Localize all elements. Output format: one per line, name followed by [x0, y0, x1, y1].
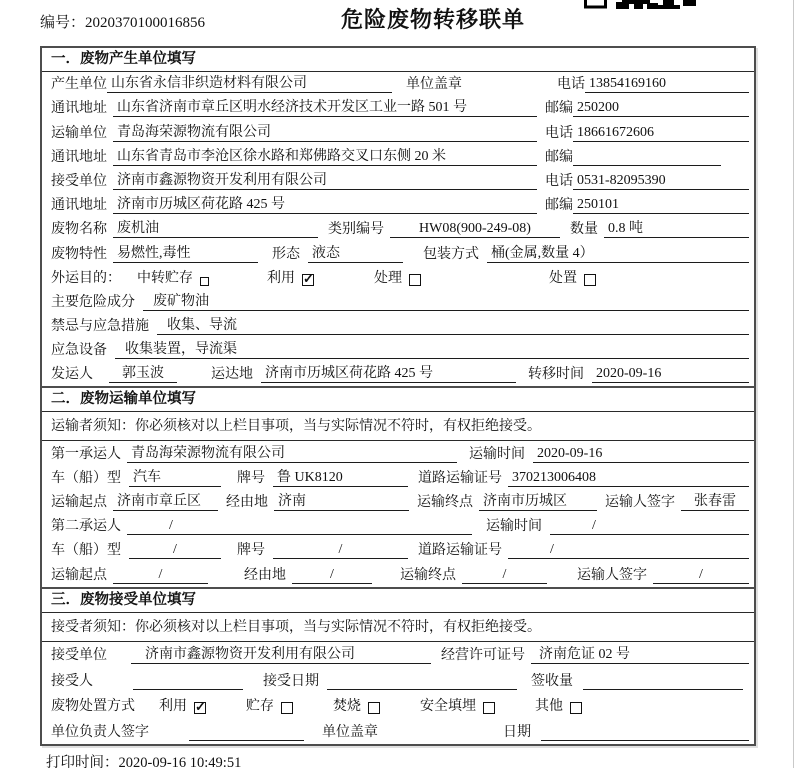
- receiver-label: 接受单位: [51, 173, 107, 189]
- packaging-label: 包装方式: [423, 246, 479, 262]
- transporter-row: [42, 120, 754, 144]
- responsible-sign-value: [189, 725, 304, 741]
- producer-zip-value: 250200: [573, 100, 749, 117]
- section-receive: [42, 587, 754, 744]
- via-label: 经由地: [244, 567, 286, 583]
- endpoint-label: 运输终点: [417, 495, 473, 510]
- vehicle2-row: [42, 538, 754, 562]
- receiver-address-row: [42, 193, 754, 217]
- packaging-value: 桶(金属,数量 4）: [487, 242, 749, 263]
- purpose-option-dispose: 处置: [549, 267, 596, 287]
- hazard-label: 主要危险成分: [51, 294, 135, 310]
- amount-value: [583, 674, 743, 690]
- road-permit-label: 道路运输证号: [418, 543, 502, 559]
- purpose-option-treat: 处理: [374, 267, 421, 287]
- waste-name-row: [42, 217, 754, 241]
- amount-label: 签收量: [531, 673, 573, 689]
- via1-value: 济南: [274, 490, 409, 511]
- endpoint2-value: /: [462, 567, 547, 584]
- disposal-row: [42, 693, 754, 719]
- carrier2-value: /: [127, 518, 472, 535]
- endpoint1-value: 济南市历城区: [479, 490, 597, 511]
- receiver-zip-value: 250101: [573, 197, 749, 214]
- carrier1-value: 青岛海荣源物流有限公司: [127, 442, 457, 463]
- responsible-label: 单位负责人签字: [51, 724, 149, 740]
- waste-traits-row: [42, 241, 754, 265]
- zip-label: 邮编: [545, 149, 573, 165]
- transport-notice: 运输者须知：你必须核对以上栏目事项，当与实际情况不符时，有权拒绝接受。: [42, 412, 754, 441]
- road-permit2-value: /: [508, 542, 749, 559]
- transfer-time-value: 2020-09-16: [592, 366, 749, 383]
- route2-row: [42, 562, 754, 586]
- checkbox-treat-icon: [409, 274, 421, 286]
- document-number-value: 2020370100016856: [85, 15, 206, 31]
- checkbox-disposal-burn-icon: [368, 702, 380, 714]
- transporter-sign-label: 运输人签字: [605, 495, 675, 510]
- disposal-option-other: 其他: [535, 695, 582, 715]
- unit-seal-label: 单位盖章: [322, 724, 378, 740]
- recipient-row: [42, 667, 754, 693]
- carrier2-row: [42, 514, 754, 538]
- checkbox-disposal-store-icon: [281, 702, 293, 714]
- sign-date-label: 日期: [503, 724, 531, 740]
- checkbox-disposal-landfill-icon: [483, 702, 495, 714]
- manifest-form: [40, 46, 756, 746]
- responsible-row: [42, 718, 754, 744]
- vehicle1-value: 汽车: [129, 466, 221, 487]
- section-transport: [42, 386, 754, 586]
- sign2-value: /: [653, 567, 749, 584]
- producer-value: 山东省永信非织造材料有限公司: [107, 72, 392, 93]
- zip-label: 邮编: [545, 101, 573, 117]
- equipment-row: [42, 338, 754, 362]
- transporter-phone-value: 18661672606: [573, 125, 749, 142]
- carrier1-row: [42, 441, 754, 465]
- form-label: 形态: [272, 246, 300, 262]
- transport-time2-value: /: [550, 518, 749, 535]
- plate2-value: /: [273, 542, 408, 559]
- transporter-address-row: [42, 145, 754, 169]
- receiver-row: [42, 169, 754, 193]
- qr-code-fragment-icon: [584, 0, 698, 9]
- vehicle-label: 车（船）型: [51, 543, 121, 559]
- purpose-option-use: 利用 ✓: [267, 267, 314, 287]
- transport-time1-value: 2020-09-16: [533, 446, 749, 463]
- waste-name-label: 废物名称: [51, 222, 107, 238]
- origin-label: 运输起点: [51, 567, 107, 583]
- hazard-value: 废矿物油: [143, 290, 749, 311]
- receiver-address-value: 济南市历城区荷花路 425 号: [113, 193, 537, 214]
- print-time: [46, 751, 241, 768]
- vehicle-label: 车（船）型: [51, 470, 121, 486]
- address-label: 通讯地址: [51, 149, 107, 165]
- producer-label: 产生单位: [51, 77, 107, 93]
- producer-address-row: [42, 96, 754, 120]
- print-time-label: 打印时间：: [46, 755, 119, 768]
- transporter-value: 青岛海荣源物流有限公司: [113, 121, 537, 142]
- receiver-value: 济南市鑫源物资开发利用有限公司: [113, 169, 537, 190]
- checkbox-dispose-icon: [584, 274, 596, 286]
- disposal-option-use: 利用 ✓: [159, 695, 206, 715]
- taboo-row: [42, 314, 754, 338]
- receive-notice: 接受者须知：你必须核对以上栏目事项，当与实际情况不符时，有权拒绝接受。: [42, 613, 754, 642]
- road-permit1-value: 370213006408: [508, 470, 749, 487]
- section-receive-header: 三．废物接受单位填写: [42, 589, 754, 613]
- producer-row: [42, 72, 754, 96]
- shipper-row: [42, 362, 754, 386]
- vehicle2-value: /: [129, 542, 221, 559]
- category-label: 类别编号: [328, 222, 384, 238]
- vehicle1-row: [42, 466, 754, 490]
- shipper-label: 发运人: [51, 367, 93, 383]
- receive-unit-value: 济南市鑫源物资开发利用有限公司: [131, 643, 431, 664]
- carrier1-label: 第一承运人: [51, 446, 121, 462]
- route1-row: [42, 490, 754, 514]
- via2-value: /: [292, 567, 372, 584]
- road-permit-label: 道路运输证号: [418, 470, 502, 486]
- print-time-value: 2020-09-16 10:49:51: [118, 755, 242, 768]
- transport-time-label: 运输时间: [486, 519, 542, 535]
- purpose-row: [42, 266, 754, 290]
- transporter-zip-value: [573, 150, 721, 166]
- transporter-sign-label: 运输人签字: [577, 567, 647, 583]
- origin1-value: 济南市章丘区: [113, 490, 218, 511]
- disposal-option-burn: 焚烧: [333, 695, 380, 715]
- receive-date-value: [327, 674, 517, 690]
- section-producer: [42, 48, 754, 386]
- phone-label: 电话: [545, 125, 573, 141]
- plate1-value: 鲁 UK8120: [273, 466, 408, 487]
- hazard-row: [42, 290, 754, 314]
- disposal-option-store: 贮存: [246, 695, 293, 715]
- sign1-value: 张春雷: [681, 490, 749, 511]
- waste-name-value: 废机油: [113, 217, 318, 238]
- receive-date-label: 接受日期: [263, 673, 319, 689]
- purpose-option-storage: 中转贮存: [137, 267, 209, 287]
- equipment-value: 收集装置，导流渠: [115, 338, 749, 359]
- receive-unit-row: [42, 642, 754, 668]
- receive-unit-label: 接受单位: [51, 648, 107, 664]
- disposal-label: 废物处置方式: [51, 699, 135, 715]
- recipient-value: [133, 674, 243, 690]
- via-label: 经由地: [226, 495, 268, 510]
- document-number-label: 编号：: [40, 15, 86, 31]
- traits-label: 废物特性: [51, 246, 107, 262]
- endpoint-label: 运输终点: [400, 567, 456, 583]
- arrival-label: 运达地: [211, 367, 253, 383]
- checkbox-disposal-use-icon: [194, 702, 206, 714]
- permit-label: 经营许可证号: [441, 648, 525, 664]
- plate-label: 牌号: [237, 543, 265, 559]
- zip-label: 邮编: [545, 198, 573, 214]
- page-title: 危险废物转移联单: [340, 7, 525, 32]
- sign-date-value: [541, 725, 749, 741]
- transfer-time-label: 转移时间: [528, 367, 584, 383]
- checkbox-disposal-other-icon: [570, 702, 582, 714]
- phone-label: 电话: [557, 77, 585, 93]
- purpose-label: 外运目的：: [51, 270, 121, 286]
- taboo-label: 禁忌与应急措施: [51, 319, 149, 335]
- producer-address-value: 山东省济南市章丘区明水经济技术开发区工业一路 501 号: [113, 96, 537, 117]
- plate-label: 牌号: [237, 470, 265, 486]
- page-edge-line: [793, 0, 794, 768]
- transporter-address-value: 山东省青岛市李沧区徐水路和郑佛路交叉口东侧 20 米: [113, 145, 537, 166]
- address-label: 通讯地址: [51, 101, 107, 117]
- traits-value: 易燃性,毒性: [113, 242, 258, 263]
- origin-label: 运输起点: [51, 495, 107, 510]
- quantity-value: 0.8 吨: [604, 217, 749, 238]
- shipper-value: 郭玉波: [109, 362, 177, 383]
- quantity-label: 数量: [570, 222, 598, 238]
- transport-time-label: 运输时间: [469, 446, 525, 462]
- checkbox-use-icon: [302, 274, 314, 286]
- checkbox-storage-icon: [200, 277, 209, 286]
- equipment-label: 应急设备: [51, 343, 107, 359]
- address-label: 通讯地址: [51, 198, 107, 214]
- category-value: HW08(900-249-08): [390, 221, 560, 238]
- transporter-label: 运输单位: [51, 125, 107, 141]
- taboo-value: 收集、导流: [157, 314, 749, 335]
- permit-value: 济南危证 02 号: [531, 643, 749, 664]
- producer-phone-value: 13854169160: [585, 76, 749, 93]
- disposal-option-landfill: 安全填埋: [420, 695, 495, 715]
- section-producer-header: 一．废物产生单位填写: [42, 48, 754, 72]
- section-transport-header: 二．废物运输单位填写: [42, 388, 754, 412]
- arrival-value: 济南市历城区荷花路 425 号: [261, 362, 516, 383]
- phone-label: 电话: [545, 173, 573, 189]
- origin2-value: /: [113, 567, 208, 584]
- seal-label: 单位盖章: [406, 77, 462, 93]
- recipient-label: 接受人: [51, 673, 93, 689]
- receiver-phone-value: 0531-82095390: [573, 173, 749, 190]
- carrier2-label: 第二承运人: [51, 519, 121, 535]
- form-value: 液态: [308, 242, 403, 263]
